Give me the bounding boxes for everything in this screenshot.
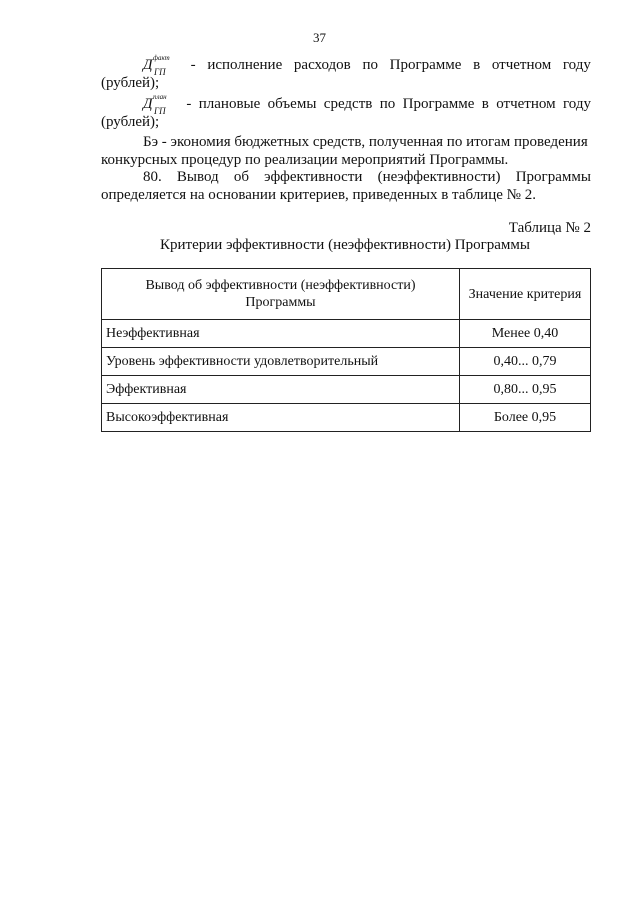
symbol-superscript: план — [153, 93, 167, 101]
page-number: 37 — [313, 30, 326, 45]
symbol-subscript: ГП — [154, 67, 166, 77]
header-criterion-value: Значение критерия — [460, 269, 591, 320]
word: плановые — [198, 96, 261, 112]
word: Вывод — [176, 169, 219, 185]
word: Программы — [515, 169, 591, 185]
word: расходов — [293, 57, 351, 73]
paragraph-line: конкурсных процедур по реализации мероприятий Программы. — [101, 152, 509, 168]
symbol-d-fact — [143, 54, 179, 77]
symbol-subscript: ГП — [154, 106, 166, 116]
table-header-row — [102, 269, 591, 320]
table-row — [102, 376, 591, 404]
header-line: Вывод об эффективности (неэффективности) — [145, 278, 416, 293]
word: (неэффективности) — [377, 169, 501, 185]
cell-value: Менее 0,40 — [460, 320, 591, 348]
word: - — [186, 96, 192, 112]
word: об — [233, 169, 249, 185]
word: 80. — [143, 169, 162, 185]
word: году — [562, 96, 591, 112]
word: Программе — [389, 57, 462, 73]
cell-conclusion: Высокоэффективная — [102, 404, 460, 432]
paragraph-line: (рублей); — [101, 75, 160, 91]
word: Программе — [402, 96, 475, 112]
word: исполнение — [207, 57, 283, 73]
symbol-d-plan — [143, 93, 179, 116]
cell-value: 0,80... 0,95 — [460, 376, 591, 404]
table-row — [102, 320, 591, 348]
paragraph-line: Бэ - экономия бюджетных средств, полученная по итогам проведения — [143, 134, 588, 150]
cell-conclusion: Эффективная — [102, 376, 460, 404]
word: - — [190, 57, 196, 73]
table-row — [102, 348, 591, 376]
word: по — [362, 57, 378, 73]
word: году — [562, 57, 591, 73]
symbol-base: Д — [143, 96, 153, 112]
cell-value: 0,40... 0,79 — [460, 348, 591, 376]
cell-value: Более 0,95 — [460, 404, 591, 432]
word: эффективности — [264, 169, 363, 185]
word: в — [481, 96, 489, 112]
table-title: Критерии эффективности (неэффективности) Программы — [160, 237, 530, 253]
paragraph-line: (рублей); — [101, 114, 160, 130]
table-label: Таблица № 2 — [508, 220, 591, 236]
word: средств — [323, 96, 373, 112]
cell-conclusion: Уровень эффективности удовлетворительный — [102, 348, 460, 376]
paragraph-actual-spending — [101, 56, 591, 92]
word: в — [473, 57, 481, 73]
table-row — [102, 404, 591, 432]
word: объемы — [267, 96, 317, 112]
criteria-table — [101, 268, 591, 432]
cell-conclusion: Неэффективная — [102, 320, 460, 348]
paragraph-planned-funds — [101, 95, 591, 131]
paragraph-item-80 — [101, 168, 591, 204]
header-line: Программы — [245, 295, 316, 310]
header-conclusion — [102, 269, 460, 320]
word: отчетном — [491, 57, 552, 73]
word: отчетном — [496, 96, 556, 112]
word: по — [379, 96, 396, 112]
symbol-superscript: факт — [153, 54, 170, 62]
paragraph-budget-savings — [101, 133, 591, 169]
paragraph-line: определяется на основании критериев, приведенных в таблице № 2. — [101, 187, 536, 203]
symbol-base: Д — [143, 57, 153, 73]
